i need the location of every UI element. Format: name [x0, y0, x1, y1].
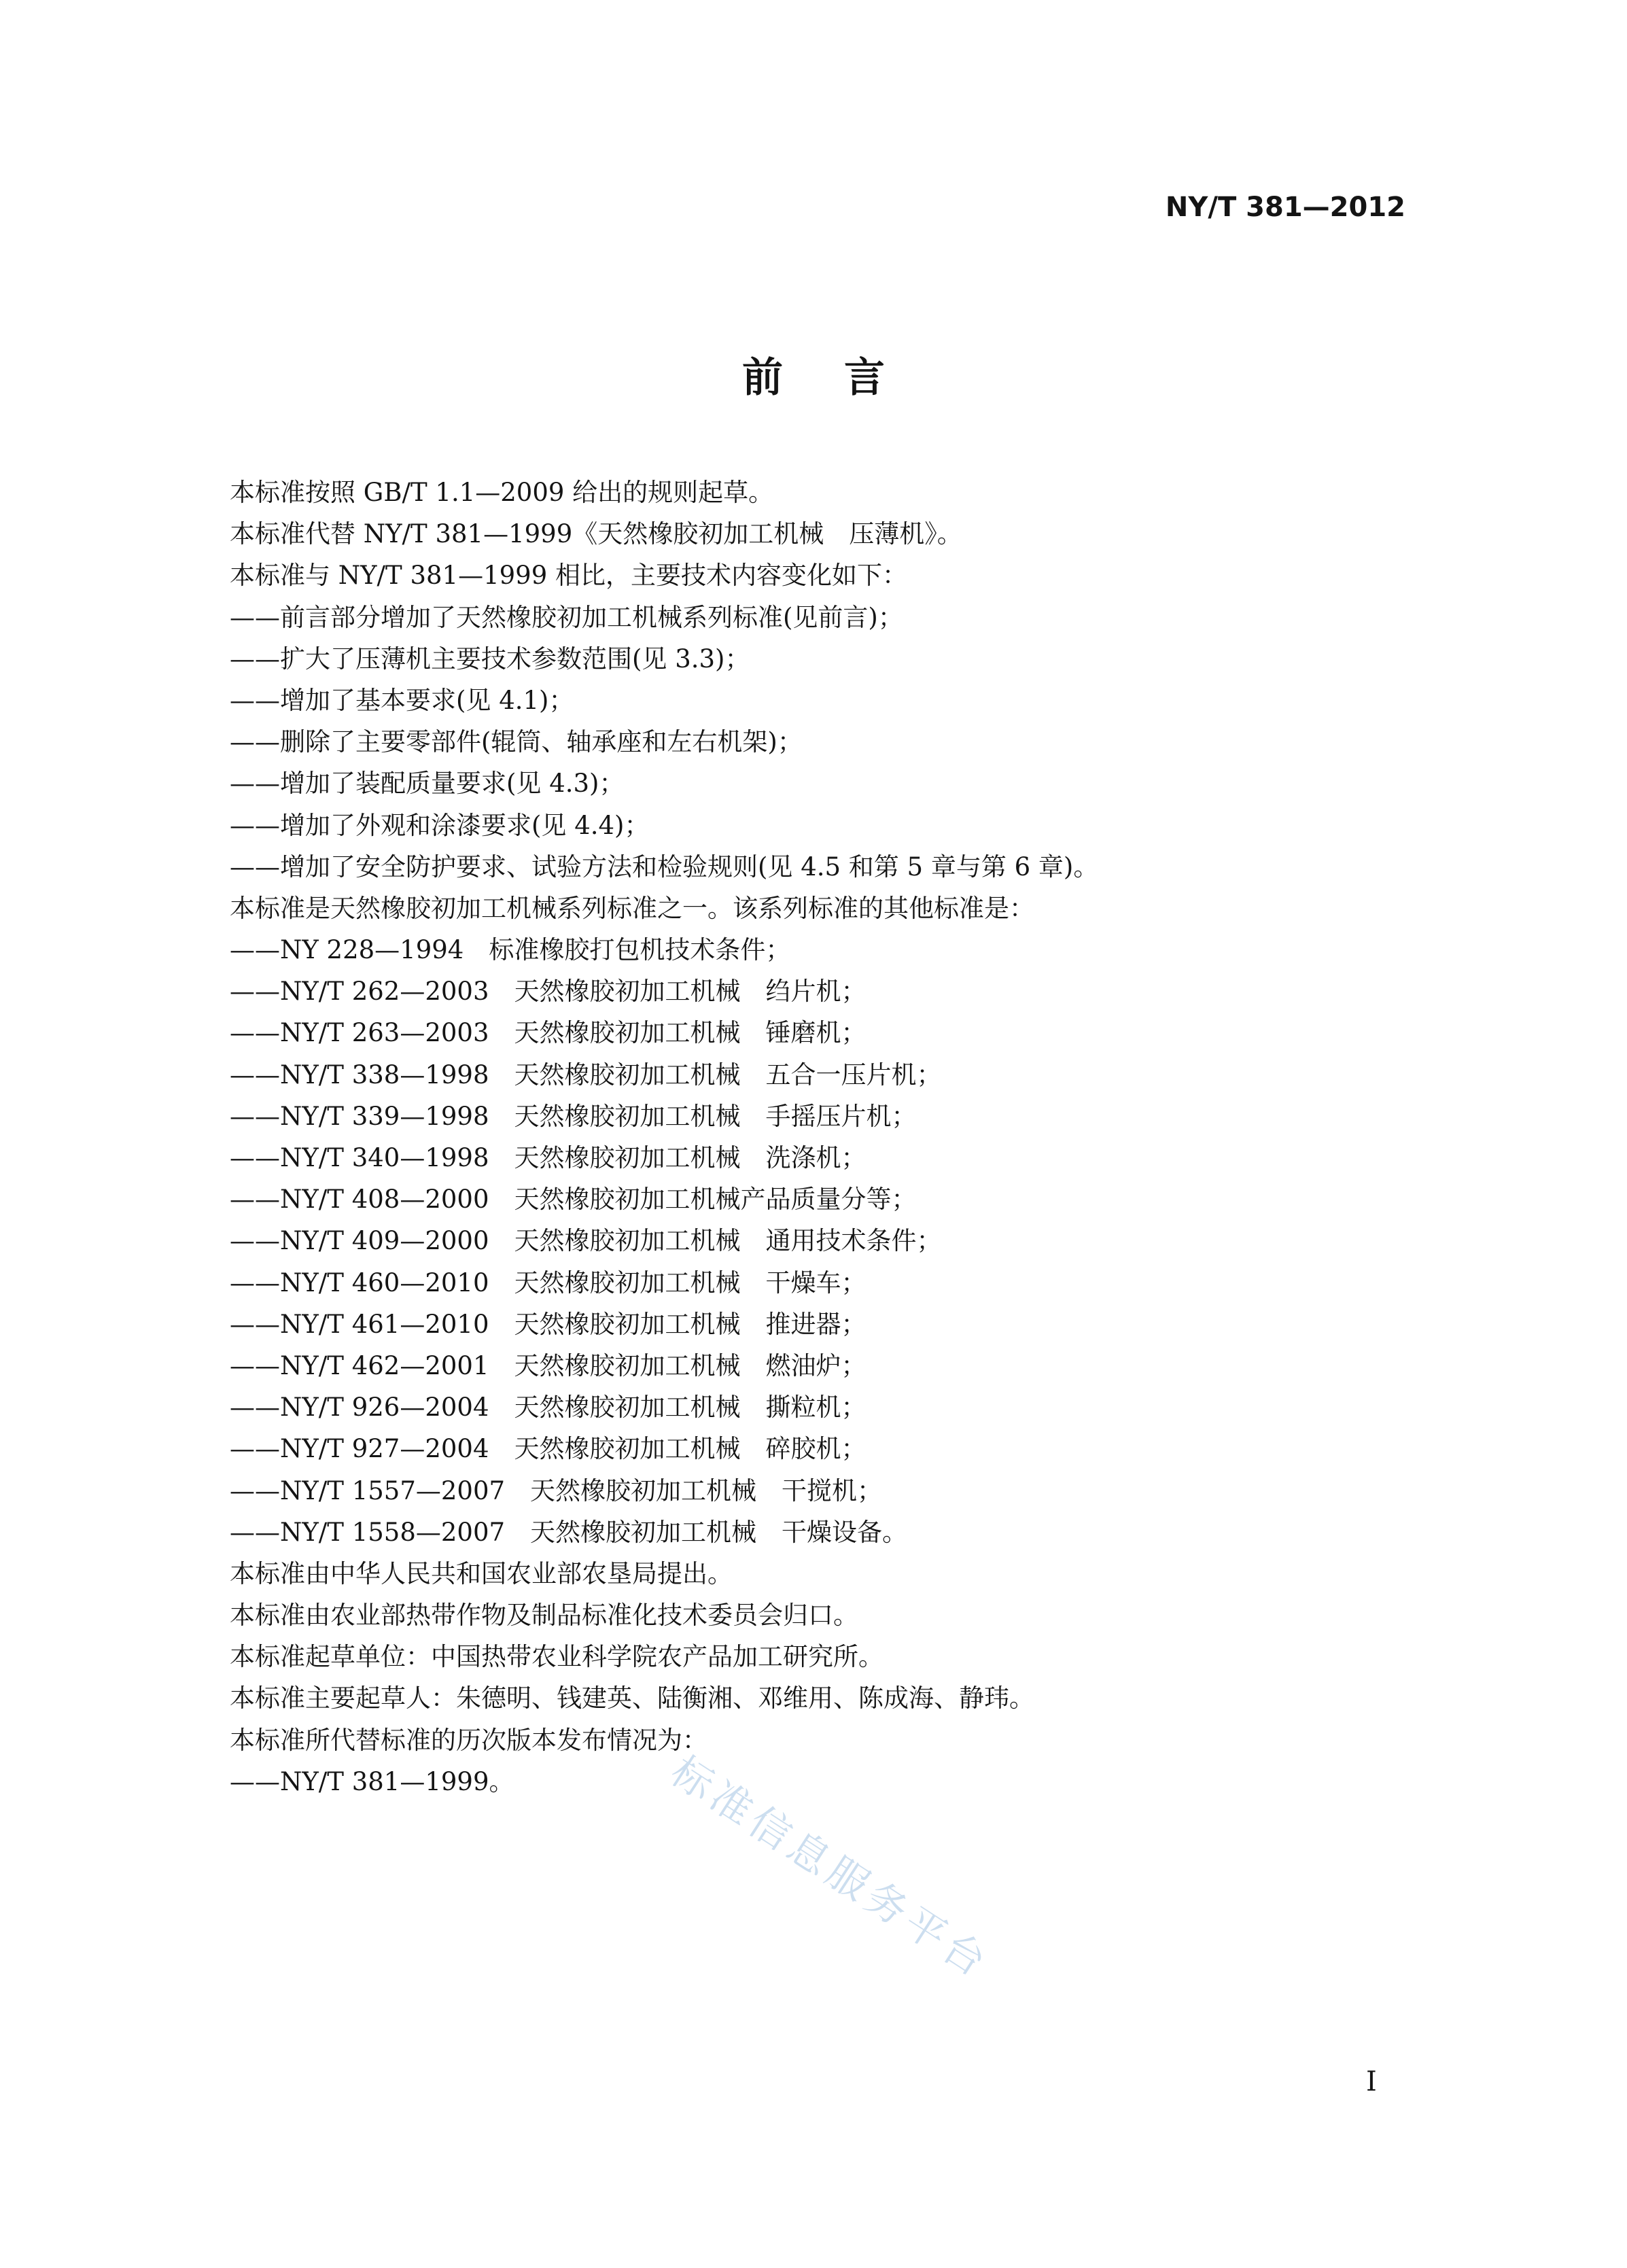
body-line: 本标准起草单位：中国热带农业科学院农产品加工研究所。	[230, 1642, 884, 1672]
change-item: ——增加了外观和涂漆要求(见 4.4)；	[230, 810, 650, 840]
change-item: ——扩大了压薄机主要技术参数范围(见 3.3)；	[230, 644, 750, 674]
series-standard-item: ——NY/T 409—2000 天然橡胶初加工机械 通用技术条件；	[230, 1226, 942, 1256]
body-line: 本标准与 NY/T 381—1999 相比，主要技术内容变化如下：	[230, 561, 908, 591]
body-line: 本标准是天然橡胶初加工机械系列标准之一。该系列标准的其他标准是：	[230, 893, 1034, 923]
series-standard-item: ——NY/T 460—2010 天然橡胶初加工机械 干燥车；	[230, 1268, 867, 1297]
series-standard-item: ——NY 228—1994 标准橡胶打包机技术条件；	[230, 935, 791, 965]
history-item: ——NY/T 381—1999。	[230, 1766, 514, 1796]
series-standard-item: ——NY/T 462—2001 天然橡胶初加工机械 燃油炉；	[230, 1350, 867, 1380]
series-standard-item: ——NY/T 1558—2007 天然橡胶初加工机械 干燥设备。	[230, 1517, 908, 1547]
series-standard-item: ——NY/T 339—1998 天然橡胶初加工机械 手摇压片机；	[230, 1101, 917, 1131]
body-line: 本标准所代替标准的历次版本发布情况为：	[230, 1725, 707, 1755]
standard-code: NY/T 381—2012	[1165, 192, 1405, 223]
foreword-body	[230, 472, 1426, 1802]
series-standard-item: ——NY/T 338—1998 天然橡胶初加工机械 五合一压片机；	[230, 1060, 942, 1089]
change-item: ——增加了安全防护要求、试验方法和检验规则(见 4.5 和第 5 章与第 6 章)。	[230, 852, 1099, 882]
page-title: 前言	[742, 354, 946, 402]
body-line: 本标准由农业部热带作物及制品标准化技术委员会归口。	[230, 1601, 858, 1630]
body-line: 本标准代替 NY/T 381—1999《天然橡胶初加工机械 压薄机》。	[230, 519, 962, 549]
change-item: ——前言部分增加了天然橡胶初加工机械系列标准(见前言)；	[230, 602, 903, 632]
page-number: I	[1366, 2066, 1377, 2097]
change-item: ——增加了装配质量要求(见 4.3)；	[230, 769, 625, 799]
series-standard-item: ——NY/T 340—1998 天然橡胶初加工机械 洗涤机；	[230, 1143, 867, 1172]
series-standard-item: ——NY/T 408—2000 天然橡胶初加工机械产品质量分等；	[230, 1185, 917, 1215]
body-line: 本标准按照 GB/T 1.1—2009 给出的规则起草。	[230, 478, 774, 507]
body-line: 本标准由中华人民共和国农业部农垦局提出。	[230, 1558, 733, 1588]
series-standard-item: ——NY/T 263—2003 天然橡胶初加工机械 锤磨机；	[230, 1018, 867, 1048]
change-item: ——增加了基本要求(见 4.1)；	[230, 685, 574, 715]
series-standard-item: ——NY/T 262—2003 天然橡胶初加工机械 绉片机；	[230, 977, 867, 1007]
body-line: 本标准主要起草人：朱德明、钱建英、陆衡湘、邓维用、陈成海、静玮。	[230, 1683, 1034, 1713]
series-standard-item: ——NY/T 461—2010 天然橡胶初加工机械 推进器；	[230, 1309, 867, 1339]
change-item: ——删除了主要零部件(辊筒、轴承座和左右机架)；	[230, 727, 803, 757]
watermark: 标准信息服务平台	[662, 1747, 999, 1989]
series-standard-item: ——NY/T 926—2004 天然橡胶初加工机械 撕粒机；	[230, 1393, 867, 1423]
series-standard-item: ——NY/T 927—2004 天然橡胶初加工机械 碎胶机；	[230, 1434, 867, 1464]
series-standard-item: ——NY/T 1557—2007 天然橡胶初加工机械 干搅机；	[230, 1476, 883, 1505]
